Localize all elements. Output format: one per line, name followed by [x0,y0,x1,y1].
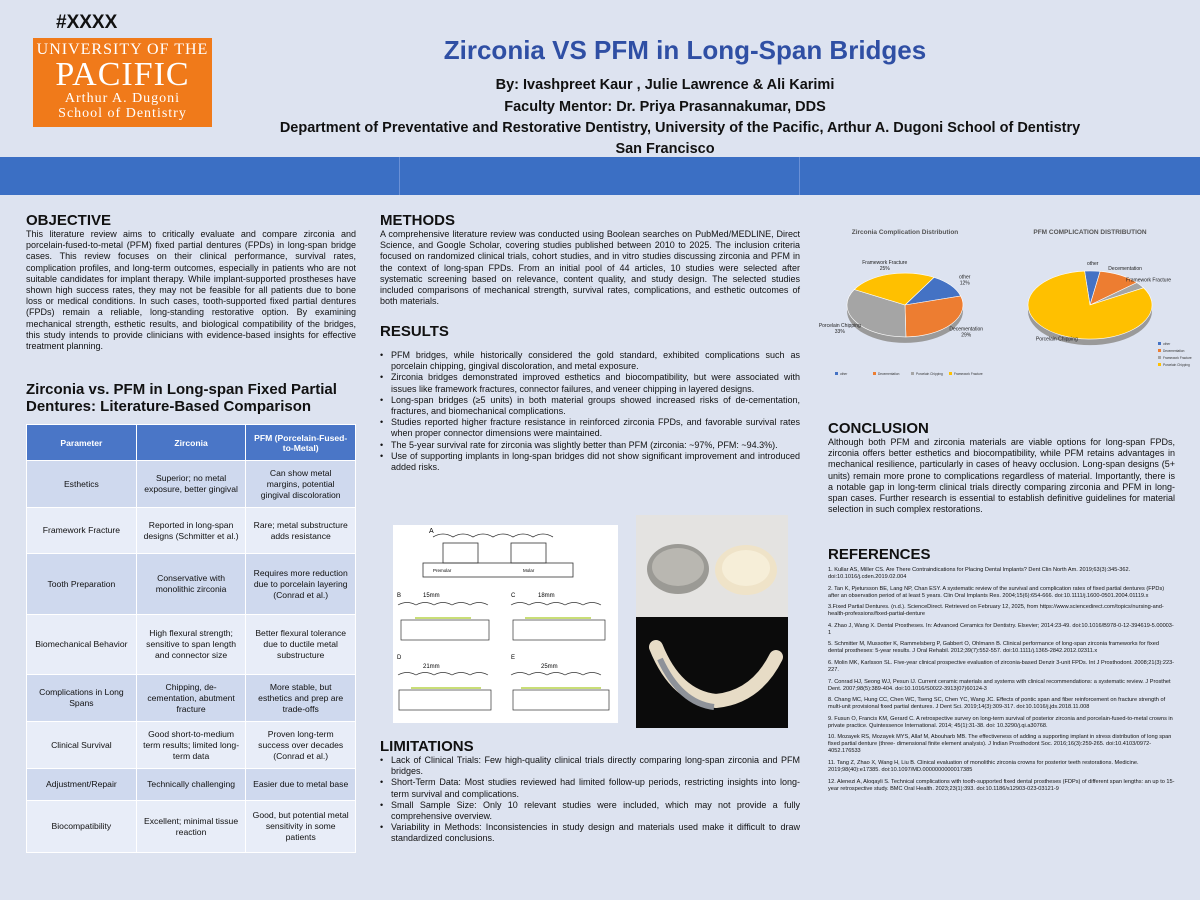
pie-data-label: Decementation [949,326,984,333]
methods-text: A comprehensive literature review was conducted using Boolean searches on PubMed/MEDLINE, Direct Science, and Google Scholar, covering studies published between 2010 to 2025. The inclusion criteria focused on randomized clinical trials, cohort studies, and in vitro studies discussing zirconia and PFM in the context of long-span FPDs. From an initial pool of 44 articles, 10 studies were selected after systematic screening based on relevance, content quality, and study design. The selected studies included comparisons of mechanical strength, survival rates, complications, and esthetic outcomes of both materials. [380,229,800,307]
table-cell: Superior; no metal exposure, better gingival [136,461,246,508]
references-section [828,546,1175,797]
table-row [27,615,356,675]
university-logo [33,38,212,127]
city: San Francisco [615,141,715,157]
table-row [27,675,356,722]
methods-heading: METHODS [380,212,455,229]
table-cell: Good, but potential metal sensitivity in some patients [246,801,356,853]
table-cell: Requires more reduction due to porcelain layering (Conrad et al.) [246,554,356,615]
logo-line-1: UNIVERSITY OF THE [36,41,209,58]
table-cell: Adjustment/Repair [27,769,137,801]
list-item: • Lack of Clinical Trials: Few high-quality clinical trials directly comparing long-span zirconia and PFM bridges. [380,755,800,777]
list-item: • Use of supporting implants in long-span bridges did not show significant improvement and introduced added risks. [380,451,800,473]
legend-entry: other [840,372,848,376]
table-cell: Reported in long-span designs (Schmitter et al.) [136,508,246,554]
table-row [27,461,356,508]
fig-length-d: 21mm [423,664,440,670]
table-cell: High flexural strength; sensitive to span length and connector size [136,615,246,675]
legend-swatch [1158,342,1161,345]
table-cell: More stable, but esthetics and prep are trade-offs [246,675,356,722]
limitations-section [380,738,800,845]
table-cell: Esthetics [27,461,137,508]
table-cell: Good short-to-medium term results; limited long-term data [136,722,246,769]
fig-label-b: B [397,593,402,599]
references-list [828,567,1175,793]
legend-entry: Decementation [1163,349,1185,353]
fig-label-c: C [511,593,516,599]
poster-id: #XXXX [56,12,118,33]
metal-coping-inner [652,548,704,586]
premolar-label: Premolar [433,568,452,573]
bridge-span-diagram [393,525,618,723]
list-item: • Short-Term Data: Most studies reviewed had limited follow-up periods, restricting insights into long-term survival and complications. [380,777,800,799]
list-item: 9. Fusun O, Francis KM, Gerard C. A retrospective survey on long-term survival of posterior zirconia and porcelain-fused-to-metal crowns in private practice. Quintessence International. 2014; 45(1):31-38. doi: 10.3290/j.qi.a30768. [828,715,1173,729]
legend-swatch [949,372,952,375]
list-item: 11. Tang Z, Zhao X, Wang H, Liu B. Clinical evaluation of monolithic zirconia crowns for posterior teeth restorations. Medicine. 2019;98(40):e17385. doi:10.1097/MD.0000000000017385 [828,759,1139,773]
figures-group [393,525,788,725]
list-item: 5. Schmitter M, Mussotter K, Rammelsberg P, Gabbert O, Ohlmann B. Clinical performance of long-span zirconia frameworks for fixed dental prostheses: 5-year results. J Oral Rehabil. 2012;39(7):552-557. doi:10.1111/j.1365-2842.2012.02311.x [828,641,1159,655]
methods-section [380,212,800,307]
objective-section [26,212,356,352]
table-row [27,769,356,801]
list-item: 1. Kullar AS, Miller CS. Are There Contraindications for Placing Dental Implants? Dent Clin North Am. 2019;63(3):345-362. doi:10.1016/j.cden.2019.02.004 [828,567,1131,580]
conclusion-section [828,420,1175,515]
table-header-cell: Zirconia [136,425,246,461]
table-cell: Excellent; minimal tissue reaction [136,801,246,853]
pie-data-label: Decementation [1108,265,1142,272]
table-cell: Tooth Preparation [27,554,137,615]
list-item: • Zirconia bridges demonstrated improved esthetics and biocompatibility, but were associated with issues like framework fractures, connector failures, and veneer chipping in layered designs. [380,372,800,394]
results-list [380,350,800,473]
table-cell: Complications in Long Spans [27,675,137,722]
fig-length-e: 25mm [541,664,558,670]
list-item: • Studies reported higher fracture resistance in reinforced zirconia FPDs, and favorable survival rates when proper connector dimensions were maintained. [380,417,800,439]
table-cell: Rare; metal substructure adds resistance [246,508,356,554]
header-band [0,157,1200,195]
pie-value-label: 25% [879,265,890,272]
legend-swatch [911,372,914,375]
table-cell: Technically challenging [136,769,246,801]
logo-line-4: School of Dentistry [58,106,187,121]
table-header-cell: Parameter [27,425,137,461]
list-item: 8. Chang MC, Hung CC, Chen WC, Tseng SC, Chen YC, Wang JC. Effects of pontic span and fiber reinforcement on fracture strength of multi-unit provisional fixed partial dentures. J Dent Sci. 2019;14(3):309-317. doi:10.1016/j.jds.2018.11.008 [828,697,1166,711]
list-item: • The 5-year survival rate for zirconia was slightly better than PFM (zirconia: ~97%, PFM: ~94.3%). [380,440,800,451]
legend-swatch [873,372,876,375]
table-cell: Easier due to metal base [246,769,356,801]
pie-data-label: Framework Fracture [1126,277,1172,284]
references-heading: REFERENCES [828,546,931,563]
list-item: 4. Zhao J, Wang X. Dental Prostheses. In: Advanced Ceramics for Dentistry. Elsevier; 2014:23-49. doi:10.1016/B978-0-12-394619-5.00003-1 [828,622,1174,636]
list-item: 3.Fixed Partial Dentures. (n.d.). ScienceDirect. Retrieved on February 12, 2025, from https://www.sciencedirect.com/topics/nursing-and-health-professions/fixed-partial-denture [828,604,1164,618]
legend-entry: Porcelain Chipping [916,372,943,376]
fig-length-b: 15mm [423,593,440,599]
table-row [27,722,356,769]
pfm-pie-chart [1028,229,1192,367]
zirconia-pie-chart [819,229,983,376]
limitations-heading: LIMITATIONS [380,738,474,755]
objective-heading: OBJECTIVE [26,212,112,229]
comparison-title: Zirconia vs. PFM in Long-span Fixed Partial Dentures: Literature-Based Comparison [26,381,337,415]
list-item: 6. Molin MK, Karlsson SL. Five-year clinical prospective evaluation of zirconia-based Denzir 3-unit FPDs. Int J Prosthodont. 2008;21(3):223-227. [828,659,1175,673]
legend-swatch [1158,363,1161,366]
pie-value-label: 33% [834,328,845,335]
fig-label-a: A [429,528,434,535]
list-item: • Small Sample Size: Only 10 relevant studies were included, which may not provide a fully comprehensive overview. [380,800,800,822]
table-row [27,554,356,615]
conclusion-text: Although both PFM and zirconia materials are viable options for long-span FPDs, zirconia offers better esthetics and biocompatibility, while PFM retains advantages in mechanical resilience, particularly in cases of heavy occlusion. Long-span designs (5+ units) remain more prone to complications regardless of material. Importantly, there is a notable gap in long-term clinical trials directly comparing zirconia and PFM in long-span cases. Further research is essential to establish definitive guidelines for material selection in such complex restorations. [828,437,1175,515]
logo-line-2: PACIFIC [55,56,190,93]
limitations-list [380,755,800,845]
logo-line-3: Arthur A. Dugoni [64,91,181,106]
legend-entry: Framework Fracture [954,372,983,376]
fig-length-c: 18mm [538,593,555,599]
pie-data-label: Porcelain Chipping [1035,336,1078,343]
pie-value-label: 12% [959,280,970,287]
table-header-row [27,425,356,461]
complication-charts [818,220,1192,390]
department: Department of Preventative and Restorative Dentistry, University of the Pacific, Arthur A. Dugoni School of Dentistry [279,120,1081,136]
table-cell: Can show metal margins, potential gingival discoloration [246,461,356,508]
list-item: 12. Alenezi A, Aloqayli S. Technical complications with tooth-supported fixed dental prostheses (FDPs) of different span lengths: an up to 15-year retrospective study. BMC Oral Health. 2023;23(1):393. doi:10.1186/s12903-023-03121-9 [828,778,1175,792]
molar-label: Molar [523,568,535,573]
list-item: 10. Mozayek RS, Mozayek MYS, Allaf M, Abouharb MB. The effectiveness of adding a supporting implant in stress distribution of long span fixed partial denture (three- dimensional finite element analysis). J Indian Prosthodont Soc. 2016;16(3):259-265. doi:10.4103/0972-4052.176533 [828,734,1172,755]
pie-data-label: other [959,274,971,281]
results-section [380,323,800,473]
legend-swatch [835,372,838,375]
table-cell: Conservative with monolithic zirconia [136,554,246,615]
results-heading: RESULTS [380,323,449,340]
faculty-mentor: Faculty Mentor: Dr. Priya Prasannakumar, DDS [504,99,826,115]
legend-entry: Decementation [878,372,900,376]
list-item: 7. Conrad HJ, Seong WJ, Pesun IJ. Current ceramic materials and systems with clinical recommendations: a systematic review. J Prosthet Dent. 2007;98(5):389-404. doi:10.1016/S0022-3913(07)60124-3 [828,678,1171,692]
zirconia-crown-inner [722,550,770,586]
legend-entry: Porcelain Chipping [1163,363,1190,367]
list-item: • PFM bridges, while historically considered the gold standard, exhibited complications such as porcelain chipping, gingival discoloration, and metal exposure. [380,350,800,372]
conclusion-heading: CONCLUSION [828,420,929,437]
legend-entry: Framework Fracture [1163,356,1192,360]
pie-data-label: Porcelain Chipping [818,322,861,329]
objective-text: This literature review aims to critically evaluate and compare zirconia and porcelain-fused-to-metal (PFM) fixed partial dentures (FPDs) in long-span bridge cases. This review focuses on their clinical performance, survival rates, complication profiles, and long-term outcomes, especially in patients who are not suitable candidates for implant therapy. While implant-supported prostheses have shown high success rates, they may not be feasible for all patients due to bone loss or medical conditions. In such cases, tooth-supported fixed partial dentures (FPDs) remain a reliable, long-standing restorative option. By examining mechanical strength, esthetic results, and biological compatibility of the bridges, this study intends to provide clinicians with evidence-based insights for effective treatment planning. [26,229,356,352]
fig-label-e: E [511,655,516,661]
poster-title: Zirconia VS PFM in Long-Span Bridges [443,35,927,65]
table-cell: Biocompatibility [27,801,137,853]
list-item: • Long-span bridges (≥5 units) in both material groups showed increased risks of de-cementation, fractures, and biomechanical complications. [380,395,800,417]
table-cell: Chipping, de-cementation, abutment fracture [136,675,246,722]
table-row [27,801,356,853]
chart-title: PFM COMPLICATION DISTRIBUTION [1033,229,1147,236]
chart-title: Zirconia Complication Distribution [851,229,959,236]
pie-data-label: other [1087,260,1099,267]
table-cell: Framework Fracture [27,508,137,554]
list-item: • Variability in Methods: Inconsistencies in study design and materials used make it difficult to draw standardized conclusions. [380,822,800,844]
table-cell: Clinical Survival [27,722,137,769]
table-cell: Proven long-term success over decades (Conrad et al.) [246,722,356,769]
list-item: 2. Tan K, Pjetursson BE, Lang NP, Chan ESY. A systematic review of the survival and complication rates of fixed partial dentures (FPDs) after an observation period of at least 5 years. Clin Oral Implants Res. 2004;15(6):654-666. doi:10.1111/j.1600-0501.2004.01119.x [828,585,1165,599]
legend-swatch [1158,356,1161,359]
table-row [27,508,356,554]
pie-value-label: 29% [961,332,972,339]
pie-data-label: Framework Fracture [862,259,908,266]
comparison-table [26,424,356,853]
table-header-cell: PFM (Porcelain-Fused-to-Metal) [246,425,356,461]
legend-swatch [1158,349,1161,352]
authors: By: Ivashpreet Kaur , Julie Lawrence & Ali Karimi [495,77,835,93]
band-divider [799,157,800,195]
fig-label-d: D [397,655,402,661]
crowns-photo [636,515,788,619]
legend-entry: other [1163,342,1171,346]
table-cell: Better flexural tolerance due to ductile metal substructure [246,615,356,675]
band-divider [399,157,400,195]
table-cell: Biomechanical Behavior [27,615,137,675]
bridge-photo [636,617,788,728]
